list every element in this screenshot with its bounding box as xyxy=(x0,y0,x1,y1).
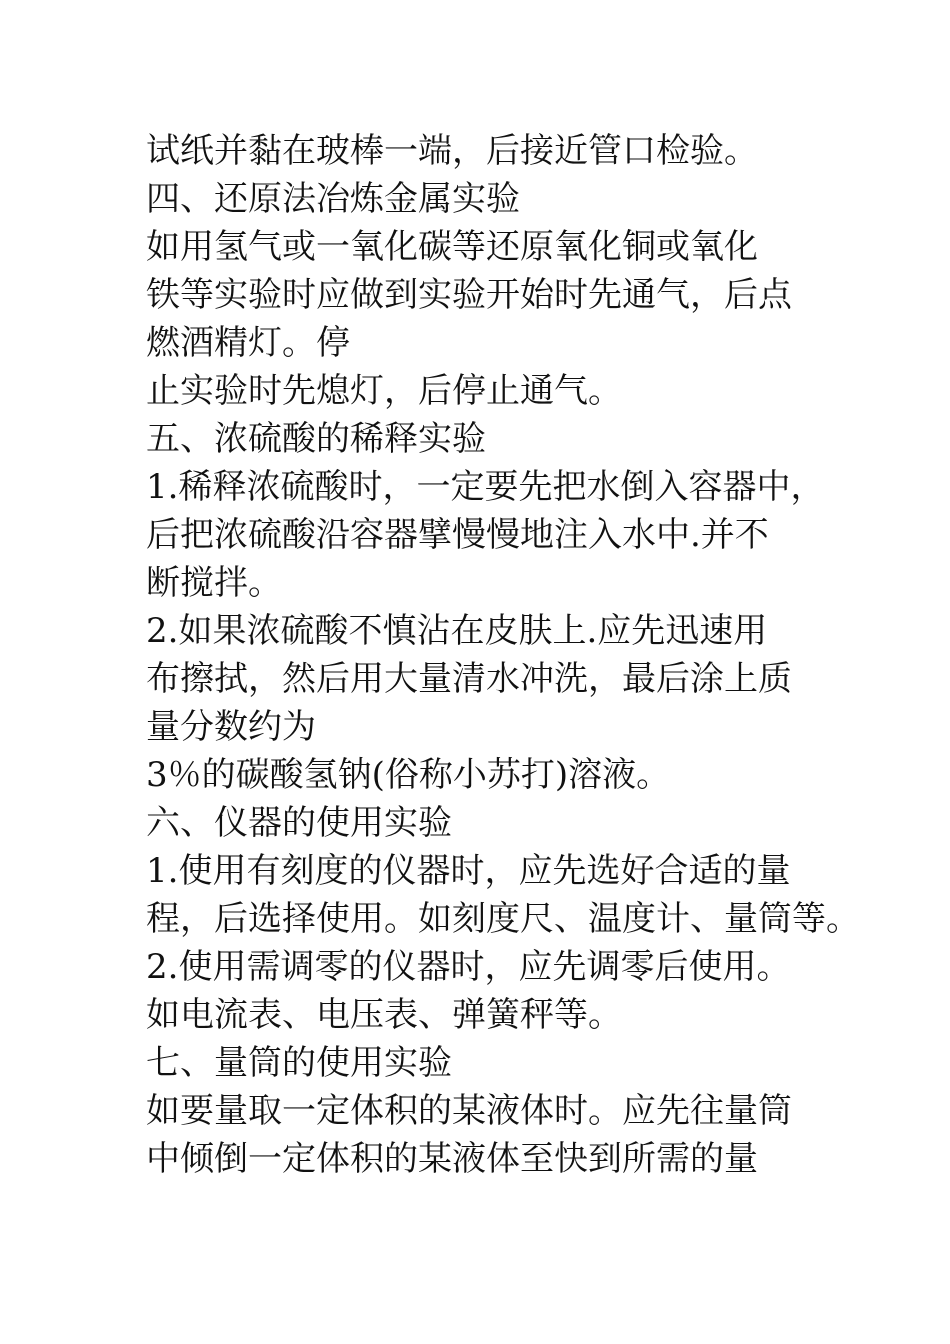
text-line: 2.如果浓硫酸不慎沾在皮肤上.应先迅速用 xyxy=(146,611,768,651)
section-heading: 六、仪器的使用实验 xyxy=(146,803,452,843)
section-heading: 七、量筒的使用实验 xyxy=(146,1043,452,1083)
text-line: 布擦拭，然后用大量清水冲洗，最后涂上质 xyxy=(146,659,792,699)
text-line: 1.稀释浓硫酸时，一定要先把水倒入容器中， xyxy=(146,467,825,507)
text-line: 如要量取一定体积的某液体时。应先往量筒 xyxy=(146,1091,792,1131)
text-line: 1.使用有刻度的仪器时，应先选好合适的量 xyxy=(146,851,791,891)
text-line: 3％的碳酸氢钠(俗称小苏打)溶液。 xyxy=(146,755,671,795)
text-line: 燃酒精灯。停 xyxy=(146,323,350,363)
text-line: 如电流表、电压表、弹簧秤等。 xyxy=(146,995,622,1035)
text-line: 如用氢气或一氧化碳等还原氧化铜或氧化 xyxy=(146,227,758,267)
text-line: 量分数约为 xyxy=(146,707,316,747)
text-line: 止实验时先熄灯，后停止通气。 xyxy=(146,371,622,411)
text-line: 铁等实验时应做到实验开始时先通气，后点 xyxy=(146,275,792,315)
text-line: 中倾倒一定体积的某液体至快到所需的量 xyxy=(146,1139,758,1179)
section-heading: 五、浓硫酸的稀释实验 xyxy=(146,419,486,459)
text-line: 断搅拌。 xyxy=(146,563,282,603)
text-line: 2.使用需调零的仪器时，应先调零后使用。 xyxy=(146,947,791,987)
text-line: 试纸并黏在玻棒一端，后接近管口检验。 xyxy=(146,131,758,171)
text-line: 后把浓硫酸沿容器擘慢慢地注入水中.并不 xyxy=(146,515,769,555)
section-heading: 四、还原法冶炼金属实验 xyxy=(146,179,520,219)
document-body xyxy=(146,127,860,1183)
text-line: 程，后选择使用。如刻度尺、温度计、量筒等。 xyxy=(146,899,860,939)
